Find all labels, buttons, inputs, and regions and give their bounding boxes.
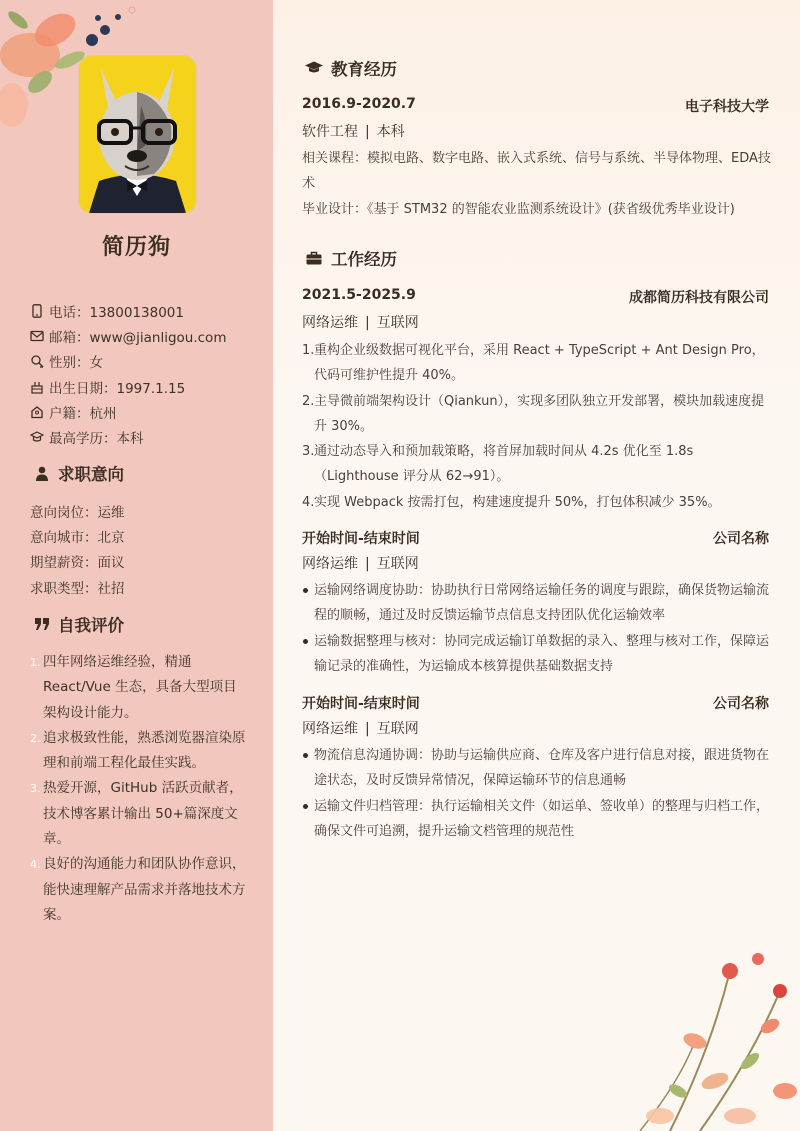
job-duties bbox=[302, 743, 774, 844]
self-eval-title-text: 自我评价 bbox=[58, 616, 124, 635]
list-item bbox=[30, 650, 248, 726]
separator: | bbox=[365, 556, 370, 572]
list-item: 运输网络调度协助：协助执行日常网络运输任务的调度与跟踪，确保货物运输流程的顺畅，通过及时反馈运输节点信息支持团队优化运输效率 bbox=[302, 578, 774, 629]
job-period: 开始时间-结束时间 bbox=[302, 531, 420, 547]
job-industry: 互联网 bbox=[376, 556, 419, 572]
job-header bbox=[302, 528, 769, 548]
list-item bbox=[30, 852, 248, 928]
job-achievements bbox=[302, 338, 774, 515]
separator: | bbox=[365, 315, 370, 331]
job-period: 开始时间-结束时间 bbox=[302, 696, 420, 712]
gender-icon bbox=[30, 354, 44, 368]
list-item: 运输文件归档管理：执行运输相关文件（如运单、签收单）的整理与归档工作，确保文件可追溯，提升运输文档管理的规范性 bbox=[302, 794, 774, 845]
list-item-text: 重构企业级数据可视化平台，采用 React + TypeScript + Ant Design Pro，代码可维护性提升 40%。 bbox=[314, 343, 765, 384]
contact-hometown-text: 户籍：杭州 bbox=[49, 405, 117, 422]
list-item: 物流信息沟通协调：协助与运输供应商、仓库及客户进行信息对接，跟进货物在途状态，及时反馈异常情况，保障运输环节的信息通畅 bbox=[302, 743, 774, 794]
home-icon bbox=[30, 405, 44, 419]
job-industry: 互联网 bbox=[376, 315, 419, 331]
contact-education-text: 最高学历：本科 bbox=[49, 431, 144, 448]
education-major: 软件工程 bbox=[302, 124, 358, 140]
contact-email bbox=[30, 323, 226, 348]
list-number: 2. bbox=[30, 731, 41, 745]
separator: | bbox=[365, 124, 370, 140]
list-number: 4. bbox=[302, 494, 315, 510]
list-item bbox=[30, 726, 248, 777]
education-courses: 相关课程：模拟电路、数字电路、嵌入式系统、信号与系统、半导体物理、EDA技术 bbox=[302, 151, 771, 191]
list-number: 1. bbox=[30, 656, 41, 669]
education-period: 2016.9-2020.7 bbox=[302, 96, 416, 112]
contact-education bbox=[30, 424, 226, 449]
education-header bbox=[302, 96, 769, 116]
job-company: 成都简历科技有限公司 bbox=[629, 290, 769, 306]
intent-item: 意向城市：北京 bbox=[30, 529, 125, 546]
briefcase-icon bbox=[305, 250, 323, 266]
job-subtitle bbox=[302, 553, 419, 573]
list-item: 运输数据整理与核对：协同完成运输订单数据的录入、整理与核对工作，保障运输记录的准确性，为运输成本核算提供基础数据支持 bbox=[302, 629, 774, 680]
contact-hometown bbox=[30, 399, 226, 424]
intent-list bbox=[30, 498, 125, 599]
job-duties bbox=[302, 578, 774, 679]
profile-name: 简历狗 bbox=[101, 235, 171, 260]
list-number: 2. bbox=[302, 393, 315, 409]
graduation-cap-icon bbox=[305, 60, 323, 76]
contact-gender-text: 性别：女 bbox=[49, 355, 103, 372]
list-item bbox=[30, 776, 248, 852]
separator: | bbox=[365, 721, 370, 737]
list-number: 3. bbox=[302, 444, 315, 460]
contact-email-text: 邮箱：www@jianligou.com bbox=[49, 329, 227, 346]
dog-avatar-illustration bbox=[79, 56, 196, 213]
education-title-text: 教育经历 bbox=[331, 60, 397, 79]
list-item-text: 良好的沟通能力和团队协作意识，能快速理解产品需求并落地技术方案。 bbox=[43, 856, 246, 923]
contact-birthday bbox=[30, 374, 226, 399]
list-item-text: 主导微前端架构设计（Qiankun），实现多团队独立开发部署，模块加载速度提升 30%。 bbox=[314, 393, 765, 434]
job-role: 网络运维 bbox=[302, 556, 358, 572]
self-eval-list bbox=[30, 650, 248, 928]
contact-gender bbox=[30, 349, 226, 374]
intent-item: 意向岗位：运维 bbox=[30, 504, 125, 521]
education-thesis: 毕业设计：《基于 STM32 的智能农业监测系统设计》(获省级优秀毕业设计) bbox=[302, 202, 735, 217]
avatar bbox=[78, 55, 197, 214]
education-school: 电子科技大学 bbox=[685, 99, 769, 115]
job-header bbox=[302, 693, 769, 713]
job-period: 2021.5-2025.9 bbox=[302, 287, 416, 303]
job-header bbox=[302, 287, 769, 307]
intent-section-title bbox=[34, 461, 124, 485]
contact-phone bbox=[30, 298, 226, 323]
list-item-text: 四年网络运维经验，精通 React/Vue 生态，具备大型项目架构设计能力。 bbox=[43, 654, 237, 721]
list-item bbox=[302, 439, 774, 490]
list-number: 3. bbox=[30, 782, 41, 796]
self-eval-section-title bbox=[34, 612, 124, 636]
education-degree: 本科 bbox=[376, 124, 405, 140]
list-item-text: 通过动态导入和预加载策略，将首屏加载时间从 4.2s 优化至 1.8s（Lighthouse 评分从 62→91）。 bbox=[314, 444, 694, 485]
job-company: 公司名称 bbox=[713, 696, 769, 712]
mail-icon bbox=[30, 329, 44, 343]
job-industry: 互联网 bbox=[376, 721, 419, 737]
education-subtitle bbox=[302, 121, 405, 141]
job-subtitle bbox=[302, 718, 419, 738]
contact-list bbox=[30, 298, 226, 450]
intent-item: 求职类型：社招 bbox=[30, 580, 125, 597]
job-role: 网络运维 bbox=[302, 721, 358, 737]
list-number: 1. bbox=[302, 343, 315, 358]
job-company: 公司名称 bbox=[713, 531, 769, 547]
work-title-text: 工作经历 bbox=[331, 250, 397, 269]
intent-title-text: 求职意向 bbox=[58, 465, 124, 484]
list-number: 4. bbox=[30, 858, 41, 872]
list-item bbox=[302, 490, 774, 515]
cake-icon bbox=[30, 380, 44, 394]
user-icon bbox=[34, 465, 50, 481]
contact-birthday-text: 出生日期：1997.1.15 bbox=[49, 380, 186, 397]
intent-item: 期望薪资：面议 bbox=[30, 555, 125, 572]
graduation-cap-icon bbox=[30, 430, 44, 444]
list-item bbox=[302, 338, 774, 389]
list-item bbox=[302, 389, 774, 440]
quote-icon bbox=[34, 616, 50, 632]
list-item-text: 热爱开源，GitHub 活跃贡献者，技术博客累计输出 50+篇深度文章。 bbox=[43, 780, 243, 848]
job-subtitle bbox=[302, 312, 419, 332]
phone-icon bbox=[30, 304, 44, 318]
floral-decoration-bottom-right bbox=[600, 931, 800, 1131]
list-item-text: 实现 Webpack 按需打包，构建速度提升 50%，打包体积减少 35%。 bbox=[314, 494, 721, 510]
list-item-text: 追求极致性能，熟悉浏览器渲染原理和前端工程化最佳实践。 bbox=[43, 729, 246, 772]
work-section-title bbox=[305, 246, 397, 270]
job-role: 网络运维 bbox=[302, 315, 358, 331]
contact-phone-text: 电话：13800138001 bbox=[49, 304, 184, 321]
education-section-title bbox=[305, 56, 397, 80]
